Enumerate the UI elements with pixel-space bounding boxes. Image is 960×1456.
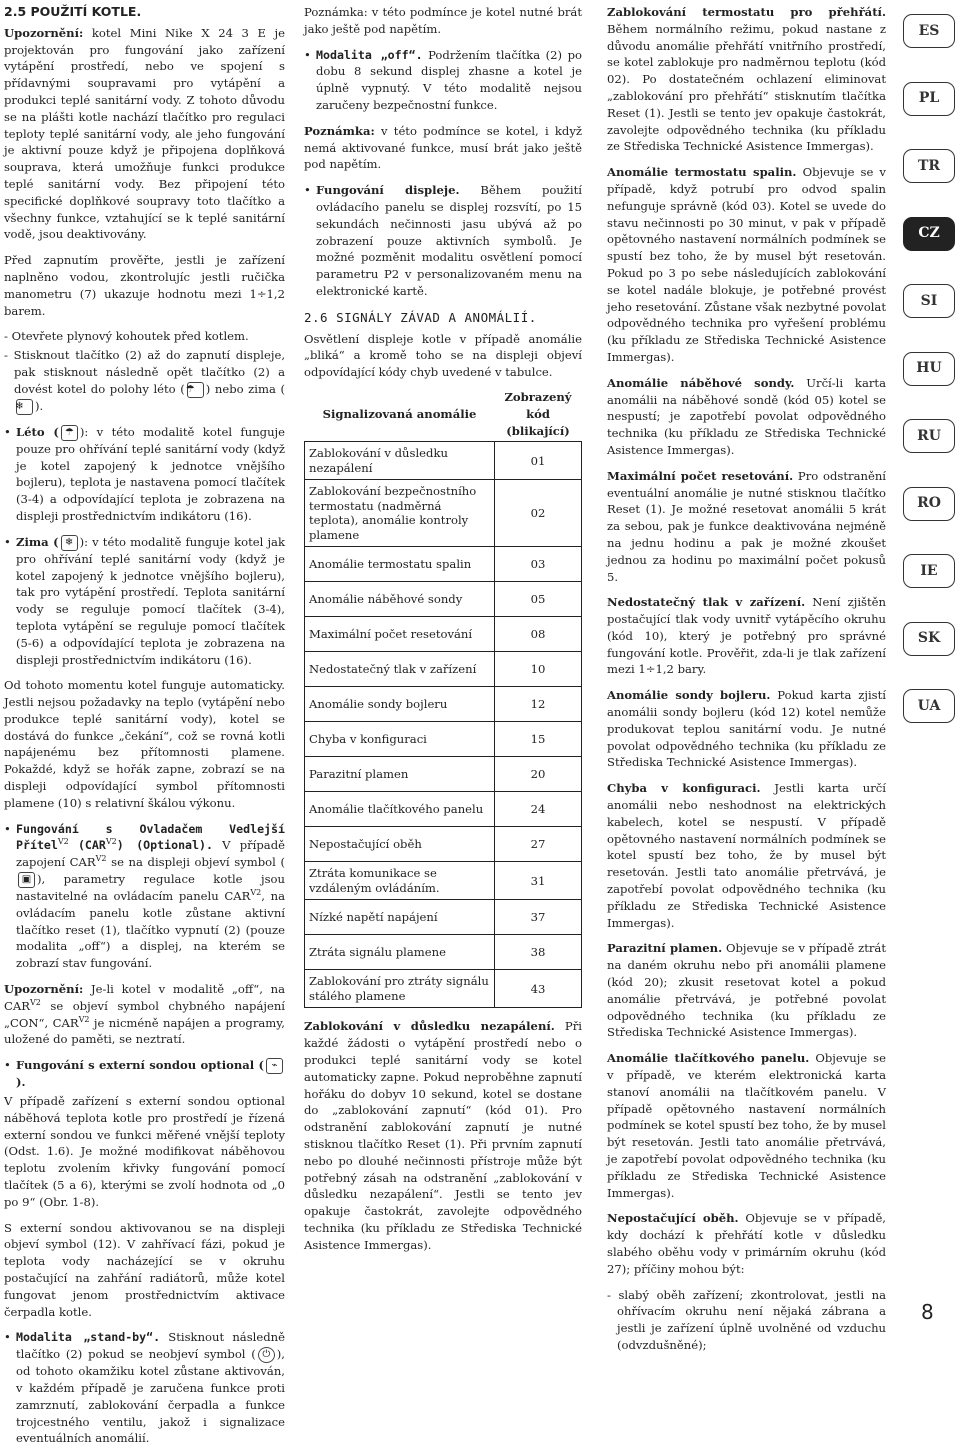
anomaly-table bbox=[304, 387, 582, 1008]
anomaly-code: 27 bbox=[495, 827, 582, 862]
power-icon: ⏻ bbox=[258, 1347, 275, 1363]
overheat-label: Zablokování termostatu pro přehřátí. bbox=[607, 5, 886, 19]
external-probe-label: Fungování s externí sondou optional ( bbox=[16, 1058, 264, 1073]
language-tab-cz[interactable]: CZ bbox=[903, 217, 955, 251]
paragraph-auto: Od tohoto momentu kotel funguje automaticky. Jestli nejsou požadavky na teplo (vytápění nebo produkce teplé sanitární vody), kotel se dostává do funkce „čekání“, což se rovná kotli napájenému bez přítomnosti plamene. Pokaždé, když se hořák zapne, zobrazí se na displeji odpovídající symbol přítomnosti plamene (10) s relativní škálou výkonu. bbox=[4, 678, 285, 810]
car-sup: V2 bbox=[105, 837, 117, 847]
section-2-6-intro: Osvětlení displeje kotle v případě anomálie „bliká“ a kromě toho se na displeji objeví odpovídající kódy chyb uvedené v tabulce. bbox=[304, 331, 582, 380]
flow-probe-label: Anomálie náběhové sondy. bbox=[607, 375, 795, 390]
warning-2-label: Upozornění: bbox=[4, 982, 84, 997]
external-probe-label-2: ). bbox=[16, 1075, 26, 1090]
car-sup: V2 bbox=[95, 854, 107, 864]
anomaly-code: 01 bbox=[495, 442, 582, 480]
table-row bbox=[305, 547, 582, 582]
language-tab-si[interactable]: SI bbox=[903, 284, 955, 318]
umbrella-summer-icon: ☂ bbox=[187, 382, 204, 398]
standby-label: Modalita „stand-by“. bbox=[16, 1330, 161, 1345]
parasitic-flame-label: Parazitní plamen. bbox=[607, 941, 723, 956]
anomaly-name: Chyba v konfiguraci bbox=[305, 722, 495, 757]
step-press-button bbox=[4, 347, 285, 415]
remote-control-icon: ▣ bbox=[18, 872, 35, 888]
anomaly-name: Anomálie sondy bojleru bbox=[305, 687, 495, 722]
keypad-label: Anomálie tlačítkového panelu. bbox=[607, 1051, 810, 1066]
paragraph-warning-2 bbox=[4, 981, 285, 1048]
mode-standby bbox=[4, 1329, 285, 1447]
table-row bbox=[305, 617, 582, 652]
mode-external-probe bbox=[4, 1057, 285, 1091]
summer-label: Léto ( bbox=[16, 424, 59, 439]
anomaly-name: Anomálie termostatu spalin bbox=[305, 547, 495, 582]
note-1: Poznámka: v této podmínce je kotel nutné brát jako ještě pod napětím. bbox=[304, 5, 582, 36]
low-pressure-text: Není zjištěn postačující tlak vody uvnitř vytápěcího okruhu (kód 10), který je potřebný pro správné fungování kotle. Prověřit, zda-li je tlak zařízení mezi 1÷1,2 bary. bbox=[607, 595, 886, 677]
anomaly-code: 37 bbox=[495, 900, 582, 935]
max-reset-label: Maximální počet resetování. bbox=[607, 468, 794, 483]
off-text: Podržením tlačítka (2) po dobu 8 sekund displej zhasne a kotel je úplně vypnutý. V této modalitě nejsou zaručeny bezpečnostní funkce. bbox=[316, 47, 583, 112]
column-2 bbox=[304, 4, 582, 1262]
anomaly-name: Nepostačující oběh bbox=[305, 827, 495, 862]
car-sup: V2 bbox=[250, 888, 262, 898]
language-tab-tr[interactable]: TR bbox=[903, 149, 955, 183]
step-text-b: ) nebo zima ( bbox=[205, 381, 285, 396]
paragraph-parasitic-flame bbox=[607, 940, 886, 1041]
table-row bbox=[305, 757, 582, 792]
table-row bbox=[305, 792, 582, 827]
header-signal: Signalizovaná anomálie bbox=[322, 406, 477, 421]
anomaly-code: 20 bbox=[495, 757, 582, 792]
language-tab-ru[interactable]: RU bbox=[903, 419, 955, 453]
winter-label: Zima ( bbox=[16, 534, 59, 549]
snowflake-winter-icon: ❄ bbox=[61, 535, 78, 551]
paragraph-external-probe-2: S externí sondou aktivovanou se na displeji objeví symbol (12). V zahřívací fázi, pokud je teplota vody nacházející se v okruhu postačující na zahřání radiátorů, může kotel fungovat jenom prostřednictvím aktivace čerpadla kotle. bbox=[4, 1220, 285, 1319]
language-tab-pl[interactable]: PL bbox=[903, 82, 955, 116]
anomaly-table-body bbox=[305, 442, 582, 1008]
note-2 bbox=[304, 123, 582, 173]
summer-text: ): v této modalitě kotel funguje pouze pro ohřívání teplé sanitární vody (když je kotel zapojený k jednotce vnějšího bojleru), teplota je nastavena pomocí tlačítek (3-4) a odpovídající teplota je zobrazena na displeji prostřednictvím indikátoru (16). bbox=[16, 424, 285, 523]
flue-text: Objevuje se v případě, když potrubí pro odvod spalin nefunguje správně (kód 03). Kotel se uvede do stavu nečinnosti po 30 minut, v pak v případě opětovného nastavení normálních podmínek se spustí bez toho, že by musel být resetován. Pokud po 3 po sebe následujících zablokování se kotel nadále blokuje, je potřebné provést jeho resetování. Zůstane však nezbytné povolat odpovědného technika pro vyřešení problému (ku příkladu ze Střediska Technické Asistence Immergas). bbox=[607, 165, 886, 364]
warning-2-text-3: je nicméně napájen a programy, uložené do paměti, se neztratí. bbox=[4, 1015, 285, 1047]
warning-2-text-1: Je-li kotel v modalitě „off“, na CAR bbox=[4, 982, 285, 1013]
car-text-1: V případě zapojení CAR bbox=[16, 838, 285, 870]
paragraph-config-error bbox=[607, 780, 886, 931]
anomaly-code: 24 bbox=[495, 792, 582, 827]
overheat-text: Během normálního režimu, pokud nastane z důvodu anomálie přehřátí vnitřního prostředí, se kotel zablokuje pro nadměrnou teplotu (kód 02). Po dostatečném ochlazení eliminovat „zablokování pro přehřátí“ stisknutím tlačítka Reset (1). Jestli se tento jev opakuje častokrát, zavolejte odpovědného technika (ku příkladu ze Střediska Technické Asistence Immergas). bbox=[607, 21, 886, 154]
anomaly-name: Parazitní plamen bbox=[305, 757, 495, 792]
section-title-2-5: 2.5 POUŽITÍ KOTLE. bbox=[4, 4, 142, 19]
language-tab-es[interactable]: ES bbox=[903, 14, 955, 48]
section-title-2-6: 2.6 SIGNÁLY ZÁVAD A ANOMÁLIÍ. bbox=[304, 309, 537, 325]
paragraph-circulation bbox=[607, 1210, 886, 1277]
circulation-label: Nepostačující oběh. bbox=[607, 1211, 739, 1226]
paragraph-low-pressure bbox=[607, 594, 886, 678]
car-text-3: ), parametry regulace kotle jsou nastavitelné na ovládacím panelu CAR bbox=[16, 872, 285, 904]
max-reset-text: Pro odstranění eventuální anomálie je nutné stisknou tlačítko Reset (1). Je možné resetovat anomálii 5 krát za sebou, pak je funkce deaktivována nejméně na jednu hodinu a pak je možné zkoušet jednou za hodinu po maximální počet pokusů 5. bbox=[607, 468, 886, 584]
car-text-2: se na displeji objeví symbol ( bbox=[106, 855, 285, 870]
anomaly-name: Ztráta komunikace se vzdáleným ovládáním. bbox=[305, 862, 495, 900]
anomaly-code: 10 bbox=[495, 652, 582, 687]
paragraph-max-reset bbox=[607, 468, 886, 586]
car-sup: V2 bbox=[29, 997, 41, 1007]
flow-probe-text: Určí-li karta anomálii na náběhové sondě (kód 05) kotel se nespustí; je zapotřebí povolat odpovědného technika (ku příkladu ze Střediska Technické Asistence Immergas). bbox=[607, 375, 886, 457]
boiler-probe-label: Anomálie sondy bojleru. bbox=[607, 688, 771, 703]
display-function bbox=[304, 182, 582, 300]
language-tabs bbox=[903, 14, 959, 757]
anomaly-code: 31 bbox=[495, 862, 582, 900]
anomaly-table-header bbox=[305, 387, 582, 442]
paragraph-keypad bbox=[607, 1050, 886, 1201]
language-tab-sk[interactable]: SK bbox=[903, 622, 955, 656]
car-text-4: , na ovládacím panelu kotle zůstane aktivní tlačítko reset (1), tlačítko vypnutí (2) (pouze modalita „off“) a displej, na kterém se zobrazí stav fungování. bbox=[16, 889, 285, 971]
car-label: Fungování s Ovladačem Vedlejší Přítel bbox=[16, 821, 285, 853]
warning-text: kotel Mini Nike X 24 3 E je projektován pro fungování jako zařízení vytápění prostředí, nebo ve spojení s přídavnými soupravami pro vytápění a produkci teplé sanitární vody. Z tohoto důvodu se na plášti kotle nachází tlačítko pro regulaci teploty teplé sanitární vody, ale jeho fungování je aktivní pouze když je připojena doplňková souprava, která umožňuje funkci produkce teplé sanitární vody. Bez připojení této specifické doplňkové soupravy toto tlačítko a všechny funkce, vztahující se k teplé sanitární vodě, jsou deaktivovány. bbox=[4, 25, 285, 242]
winter-text: ): v této modalitě funguje kotel jak pro ohřívání teplé sanitární vody (když je kotel zapojený k jednotce vnějšího bojleru), tak pro vytápění prostředí. Teplota sanitární vody se reguluje pomocí tlačítek (3-4), teplota vytápění se reguluje pomocí tlačítek (5-6) a odpovídající teplota je zobrazena na displeji prostřednictvím indikátoru (16). bbox=[16, 534, 285, 667]
no-ignition-label: Zablokování v důsledku nezapálení. bbox=[304, 1019, 555, 1034]
table-row bbox=[305, 827, 582, 862]
language-tab-ua[interactable]: UA bbox=[903, 689, 955, 723]
paragraph-flue-thermostat bbox=[607, 164, 886, 366]
snowflake-winter-icon: ❄ bbox=[16, 399, 33, 415]
table-row bbox=[305, 900, 582, 935]
no-ignition-text: Při každé žádosti o vytápění prostředí nebo o produkci teplé sanitární vody se kotel automaticky zapne. Pokud neproběhne zapnutí hořáku do dobyv 10 sekund, kotel se dostane do „zablokování zapnutí“ (kód 01). Pro odstranění zablokování zapnutí je nutné stisknou tlačítko Reset (1). Při prvním zapnutí nebo po dlouhé nečinnosti přístroje může být potřebný zásah na odstranění „zablokování v důsledku nezapálení“. Jestli se tento jev opakuje častokrát, zavolejte odpovědného technika (ku příkladu ze Střediska Technické Asistence Immergas). bbox=[304, 1019, 582, 1252]
anomaly-code: 38 bbox=[495, 935, 582, 970]
anomaly-name: Nedostatečný tlak v zařízení bbox=[305, 652, 495, 687]
keypad-text: Objevuje se v případě, ve kterém elektronická karta stanoví anomálii na tlačítkovém panelu. V případě opětovného nastavení normálních podmínek se kotel spustí bez toho, že by musel být resetován. Jestli tato anomálie přetrvává, je zapotřebí povolat odpovědného technika (ku příkladu ze Střediska Technické Asistence Immergas). bbox=[607, 1051, 886, 1200]
anomaly-code: 12 bbox=[495, 687, 582, 722]
parasitic-flame-text: Objevuje se v případě ztrát na daném okruhu nebo při anomálii plamene (kód 20); zkusit resetovat kotel a pokud anomálie přetrvává, je potřebné povolat odpovědného technika (ku příkladu ze Střediska Technické Asistence Immergas). bbox=[607, 941, 887, 1040]
car-sup: V2 bbox=[57, 837, 69, 847]
low-pressure-label: Nedostatečný tlak v zařízení. bbox=[607, 595, 806, 610]
step-text-c: ). bbox=[35, 398, 44, 413]
anomaly-name: Zablokování bezpečnostního termostatu (nadměrná teplota), anomálie kontroly plamene bbox=[305, 480, 495, 547]
umbrella-summer-icon: ☂ bbox=[61, 425, 78, 441]
header-code: Zobrazený kód (blikající) bbox=[504, 389, 572, 438]
warning-label: Upozornění: bbox=[4, 25, 84, 40]
anomaly-name: Zablokování pro ztráty signálu stálého plamene bbox=[305, 970, 495, 1008]
column-1 bbox=[4, 4, 285, 1456]
off-label: Modalita „off“. bbox=[316, 47, 423, 62]
display-text: Během použití ovládacího panelu se displej rozsvítí, po 15 sekundách nečinnosti jasu ubývá až po zobrazení pouze aktivních symbolů. Je možné pozměnit modalitu osvětlení pomocí parametru P2 v personalizovaném menu na elektronické kartě. bbox=[316, 183, 582, 298]
mode-summer bbox=[4, 424, 285, 525]
mode-car bbox=[4, 821, 285, 972]
warning-2-text-2: se objeví symbol chybného napájení „CON“, CAR bbox=[4, 998, 285, 1030]
paragraph-overheat bbox=[607, 4, 886, 155]
paragraph-no-ignition bbox=[304, 1018, 582, 1253]
column-3 bbox=[607, 4, 886, 1363]
page-number: 8 bbox=[921, 1300, 934, 1324]
language-tab-hu[interactable]: HU bbox=[903, 352, 955, 386]
car-label-3: ) (Optional). bbox=[116, 838, 213, 853]
table-row bbox=[305, 935, 582, 970]
standby-text-1: Stisknout následně tlačítko (2) pokud se neobjeví symbol ( bbox=[16, 1330, 285, 1362]
circulation-text: Objevuje se v případě, kdy dochází k přehřátí kotle v důsledku slabého oběhu vody v primárním okruhu (kód 27); příčiny mohou být: bbox=[607, 1211, 886, 1276]
table-row bbox=[305, 722, 582, 757]
language-tab-ie[interactable]: IE bbox=[903, 554, 955, 588]
paragraph-external-probe: V případě zařízení s externí sondou optional náběhová teplota kotle pro prostředí je řízená externí sondou ve funkci měřené vnější teploty (Odst. 1.6). Je možné modifikovat náběhovou teplotu zvolením křivky fungování pomocí tlačítek (5 a 6), kterými se zvolí hodnota od „0 po 9“ (Obr. 1-8). bbox=[4, 1094, 285, 1209]
boiler-probe-text: Pokud karta zjistí anomálii sondy bojleru (kód 12) kotel nemůže produkovat teplou sanitární vodu. Je nutné povolat odpovědného technika (ku příkladu ze Střediska Technické Asistence Immergas). bbox=[607, 688, 886, 770]
standby-text-2: ), od tohoto okamžiku kotel zůstane aktivován, v každém případě je zaručena funkce proti zamrznutí, zablokování čerpadla a funkce trojcestného ventilu, jakož i signalizace eventuálních anomálií. bbox=[16, 1347, 285, 1446]
table-row bbox=[305, 480, 582, 547]
language-tab-ro[interactable]: RO bbox=[903, 487, 955, 521]
paragraph-circulation-cause: - slabý oběh zařízení; zkontrolovat, jestli na ohřívacím okruhu není nějaká zábrana a jestli je zařízení úplně uvolněné od vzduchu (odvzdušněné); bbox=[607, 1287, 886, 1352]
car-label-2: (CAR bbox=[77, 838, 106, 853]
anomaly-name: Nízké napětí napájení bbox=[305, 900, 495, 935]
anomaly-code: 02 bbox=[495, 480, 582, 547]
table-row bbox=[305, 687, 582, 722]
table-row bbox=[305, 862, 582, 900]
note-2-text: v této podmínce se kotel, i když nemá aktivované funkce, musí brát jako ještě pod napětím. bbox=[304, 123, 582, 172]
anomaly-name: Zablokování v důsledku nezapálení bbox=[305, 442, 495, 480]
paragraph-warning bbox=[4, 25, 285, 243]
step-open-gas: - Otevřete plynový kohoutek před kotlem. bbox=[4, 329, 249, 344]
step-text-a: - Stisknout tlačítko (2) až do zapnutí displeje, pak stisknout následně opět tlačítko (2) a dovést kotel do polohy léto ( bbox=[4, 348, 285, 396]
anomaly-code: 15 bbox=[495, 722, 582, 757]
paragraph-boiler-probe bbox=[607, 687, 886, 771]
config-error-text: Jestli karta určí anomálii nebo neshodnost na elektrických kabelech, kotel se nespustí. V případě opětovného nastavení normálních podmínek se kotel spustí bez toho, že by musel být resetován. Jestli tato anomálie přetrvává, je zapotřebí povolat odpovědného technika (ku příkladu ze Střediska Technické Asistence Immergas). bbox=[607, 781, 886, 930]
note-2-label: Poznámka: bbox=[304, 123, 375, 138]
car-sup: V2 bbox=[78, 1014, 90, 1024]
table-row bbox=[305, 970, 582, 1008]
anomaly-code: 05 bbox=[495, 582, 582, 617]
paragraph-before-start: Před zapnutím prověřte, jestli je zařízení naplněno vodou, zkontrolujíc jestli ručička manometru (7) ukazuje hodnotu mezi 1÷1,2 barem. bbox=[4, 253, 285, 318]
display-label: Fungování displeje. bbox=[316, 183, 460, 198]
external-probe-icon: ⌁ bbox=[266, 1058, 283, 1074]
anomaly-name: Anomálie náběhové sondy bbox=[305, 582, 495, 617]
flue-label: Anomálie termostatu spalin. bbox=[607, 165, 797, 180]
config-error-label: Chyba v konfiguraci. bbox=[607, 781, 761, 796]
mode-winter bbox=[4, 534, 285, 669]
anomaly-name: Anomálie tlačítkového panelu bbox=[305, 792, 495, 827]
mode-off bbox=[304, 47, 582, 114]
table-row bbox=[305, 442, 582, 480]
table-row bbox=[305, 652, 582, 687]
anomaly-code: 43 bbox=[495, 970, 582, 1008]
anomaly-name: Ztráta signálu plamene bbox=[305, 935, 495, 970]
anomaly-code: 08 bbox=[495, 617, 582, 652]
anomaly-name: Maximální počet resetování bbox=[305, 617, 495, 652]
anomaly-code: 03 bbox=[495, 547, 582, 582]
table-row bbox=[305, 582, 582, 617]
paragraph-flow-probe bbox=[607, 375, 886, 459]
